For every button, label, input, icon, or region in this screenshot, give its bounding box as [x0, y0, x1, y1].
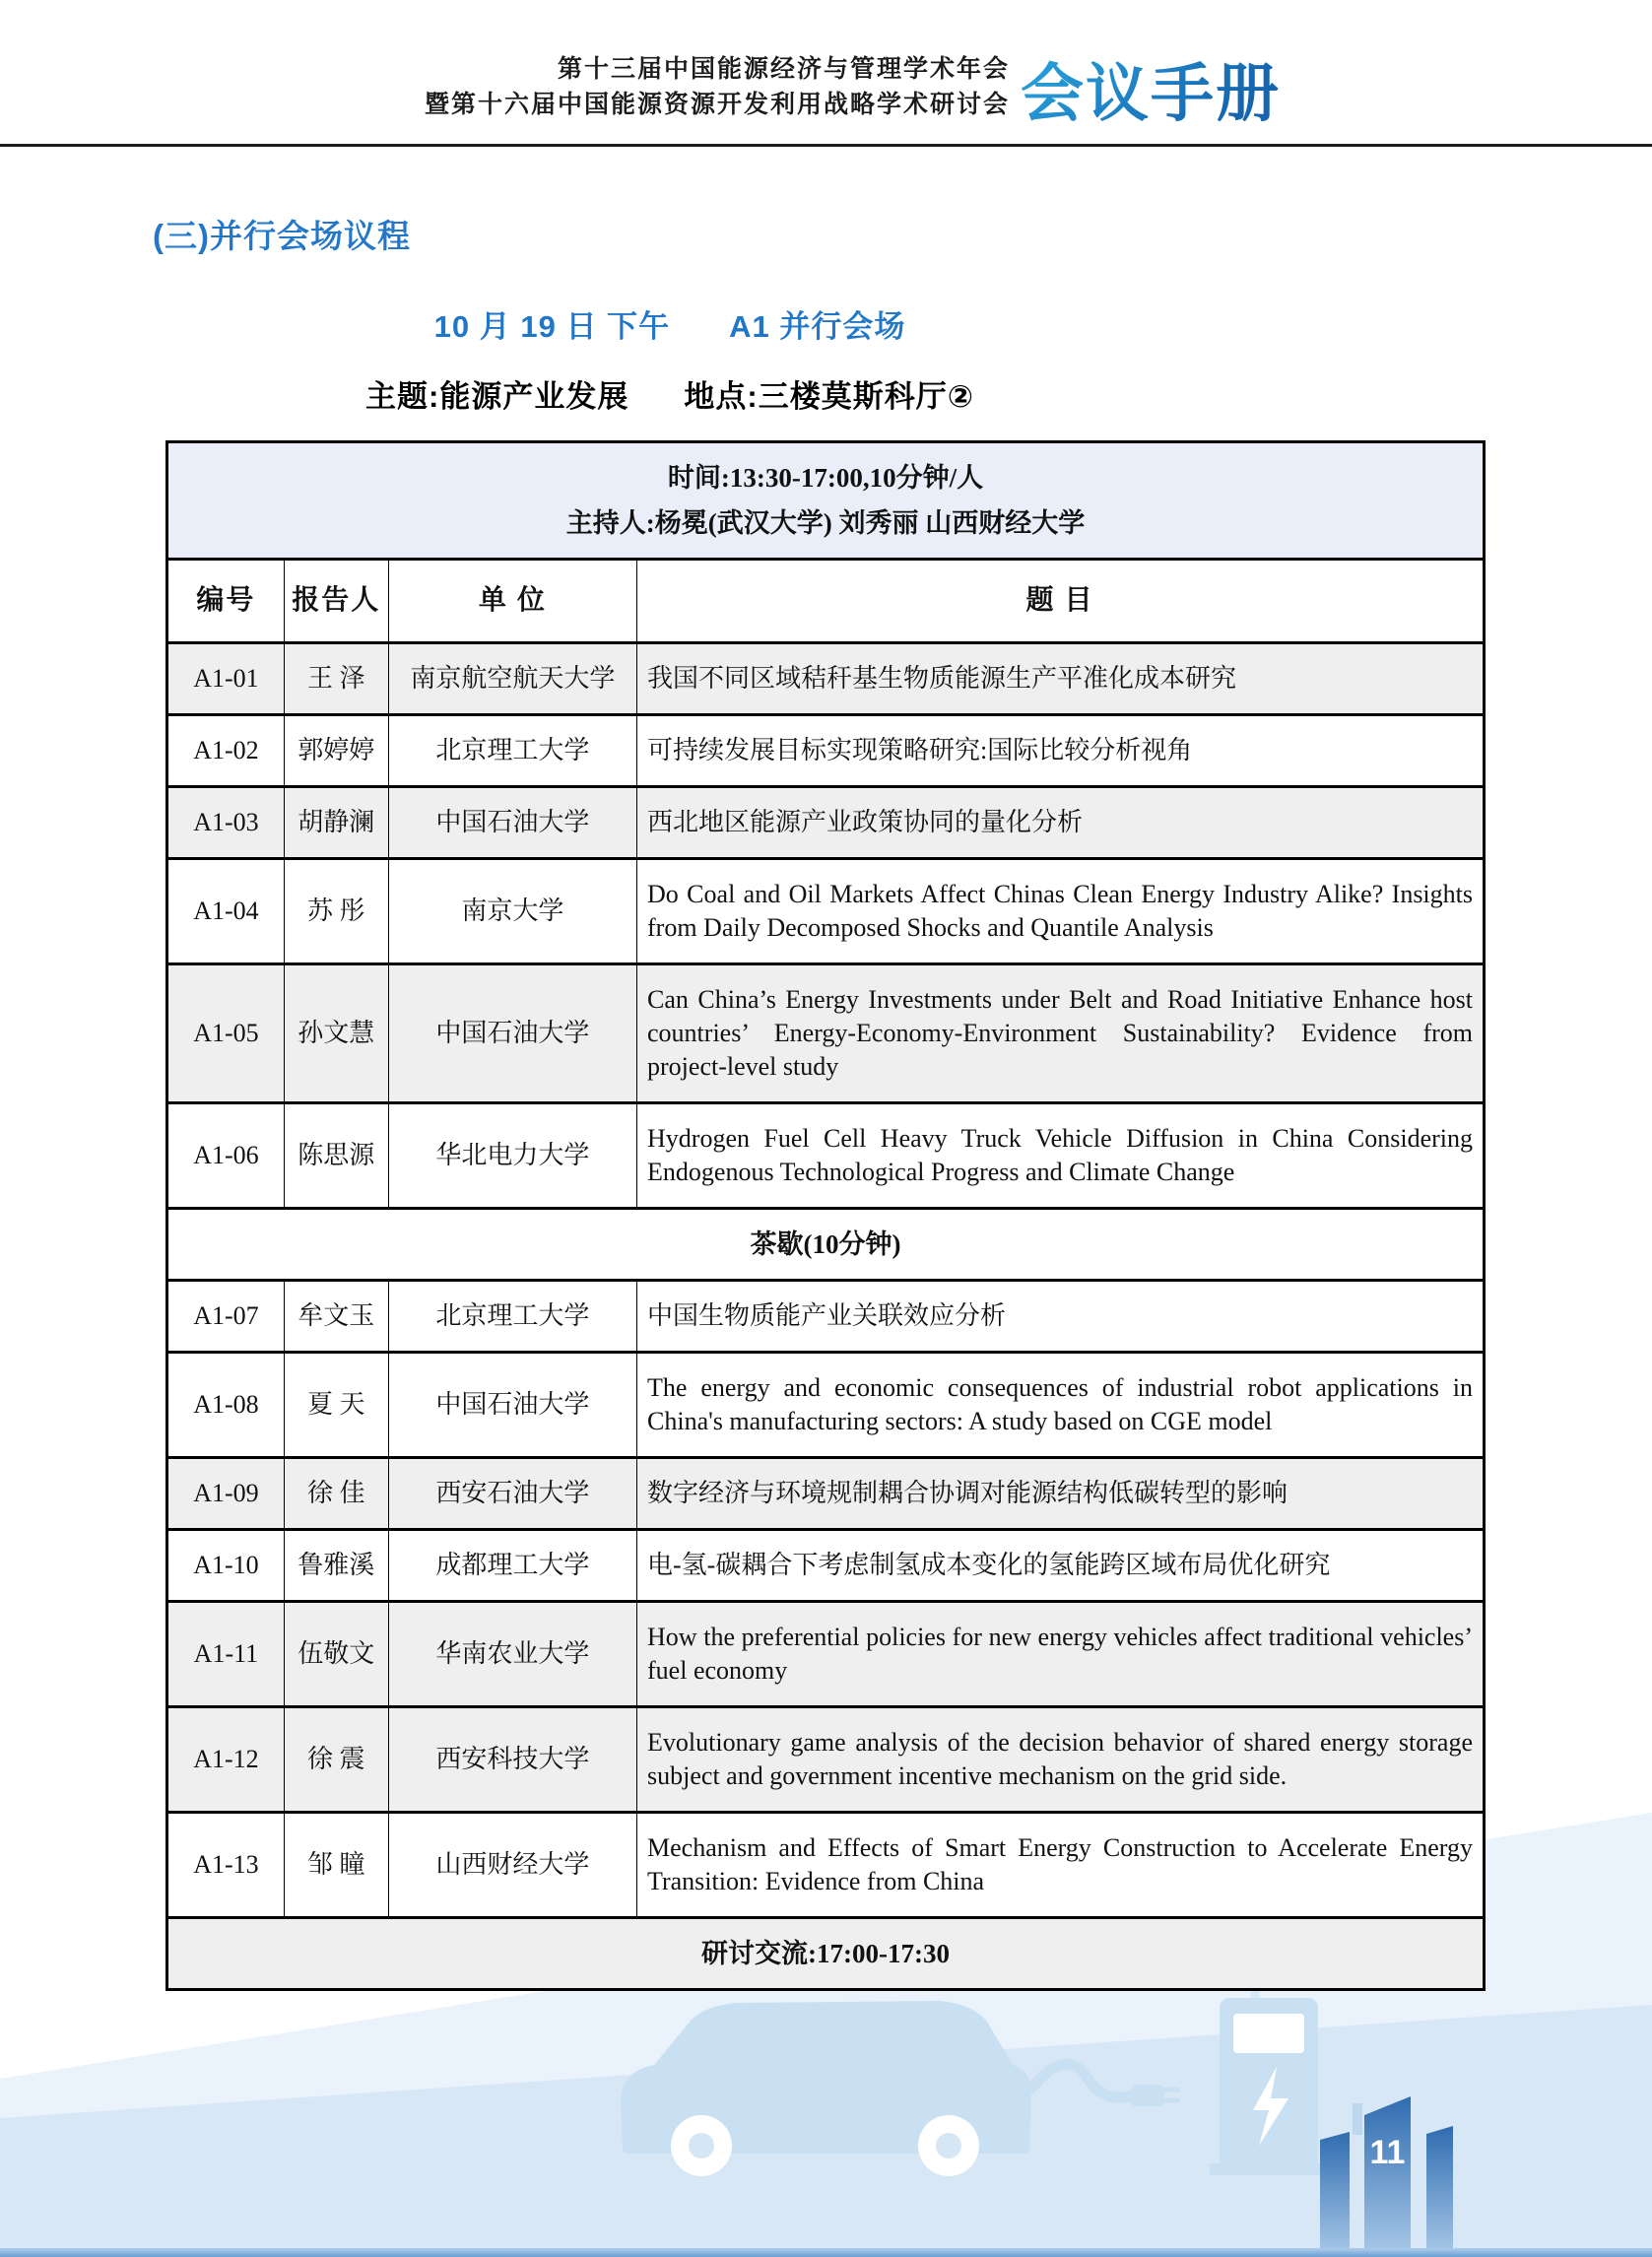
paper-title-cell: Hydrogen Fuel Cell Heavy Truck Vehicle Diffusion in China Considering Endogenous Technological Progress and Climate Change — [637, 1103, 1485, 1209]
discussion-label: 研讨交流:17:00-17:30 — [167, 1918, 1485, 1990]
affiliation-cell: 山西财经大学 — [388, 1813, 636, 1918]
session-row — [167, 1353, 1485, 1458]
presenter-cell: 夏 天 — [284, 1353, 388, 1458]
session-info-cell — [167, 442, 1485, 560]
affiliation-cell: 华南农业大学 — [388, 1602, 636, 1707]
presenter-cell: 王 泽 — [284, 643, 388, 715]
session-heading-block — [0, 301, 1340, 416]
column-header-row — [167, 560, 1485, 643]
paper-title-cell: How the preferential policies for new energy vehicles affect traditional vehicles’ fuel economy — [637, 1602, 1485, 1707]
affiliation-cell: 中国石油大学 — [388, 964, 636, 1103]
paper-title-cell: Do Coal and Oil Markets Affect Chinas Clean Energy Industry Alike? Insights from Daily Decomposed Shocks and Quantile Analysis — [637, 859, 1485, 964]
column-header-id: 编号 — [167, 560, 285, 643]
presenter-cell: 徐 震 — [284, 1707, 388, 1813]
affiliation-cell: 中国石油大学 — [388, 1353, 636, 1458]
affiliation-cell: 华北电力大学 — [388, 1103, 636, 1209]
presenter-cell: 陈思源 — [284, 1103, 388, 1209]
session-theme-line — [0, 371, 1340, 416]
presenter-cell: 苏 彤 — [284, 859, 388, 964]
conference-title — [425, 51, 1010, 122]
break-row — [167, 1209, 1485, 1281]
affiliation-cell: 南京航空航天大学 — [388, 643, 636, 715]
presenter-cell: 牟文玉 — [284, 1281, 388, 1353]
session-row — [167, 1103, 1485, 1209]
presenter-cell: 郭婷婷 — [284, 715, 388, 787]
presenter-cell: 徐 佳 — [284, 1458, 388, 1530]
session-hosts: 主持人:杨冕(武汉大学) 刘秀丽 山西财经大学 — [565, 508, 1086, 538]
affiliation-cell: 西安科技大学 — [388, 1707, 636, 1813]
paper-title-cell: 电-氢-碳耦合下考虑制氢成本变化的氢能跨区域布局优化研究 — [637, 1530, 1485, 1602]
page-number: 11 — [1369, 2134, 1406, 2171]
presenter-cell: 邹 瞳 — [284, 1813, 388, 1918]
paper-title-cell: 数字经济与环境规制耦合协调对能源结构低碳转型的影响 — [637, 1458, 1485, 1530]
session-id-cell: A1-03 — [167, 787, 285, 859]
affiliation-cell: 中国石油大学 — [388, 787, 636, 859]
session-row — [167, 859, 1485, 964]
session-id-cell: A1-13 — [167, 1813, 285, 1918]
session-id-cell: A1-10 — [167, 1530, 285, 1602]
affiliation-cell: 北京理工大学 — [388, 715, 636, 787]
session-row — [167, 1458, 1485, 1530]
conference-title-line1: 第十三届中国能源经济与管理学术年会 — [557, 55, 1010, 83]
column-header-affiliation: 单 位 — [388, 560, 636, 643]
session-date: 10 月 19 日 下午 — [433, 309, 671, 344]
session-date-line — [0, 301, 1340, 346]
session-agenda-table — [165, 440, 1486, 1991]
discussion-row — [167, 1918, 1485, 1990]
column-header-title: 题 目 — [637, 560, 1485, 643]
paper-title-cell: The energy and economic consequences of industrial robot applications in China's manufacturing sectors: A study based on CGE model — [637, 1353, 1485, 1458]
session-row — [167, 1281, 1485, 1353]
paper-title-cell: 西北地区能源产业政策协同的量化分析 — [637, 787, 1485, 859]
session-row — [167, 1813, 1485, 1918]
affiliation-cell: 西安石油大学 — [388, 1458, 636, 1530]
session-id-cell: A1-07 — [167, 1281, 285, 1353]
session-time: 时间:13:30-17:00,10分钟/人 — [667, 463, 984, 493]
affiliation-cell: 北京理工大学 — [388, 1281, 636, 1353]
session-row — [167, 715, 1485, 787]
header-divider — [0, 144, 1652, 147]
presenter-cell: 鲁雅溪 — [284, 1530, 388, 1602]
presenter-cell: 伍敬文 — [284, 1602, 388, 1707]
session-row — [167, 1530, 1485, 1602]
affiliation-cell: 南京大学 — [388, 859, 636, 964]
session-id-cell: A1-04 — [167, 859, 285, 964]
session-row — [167, 643, 1485, 715]
paper-title-cell: Evolutionary game analysis of the decision behavior of shared energy storage subject and government incentive mechanism on the grid side. — [637, 1707, 1485, 1813]
paper-title-cell: 我国不同区域秸秆基生物质能源生产平准化成本研究 — [637, 643, 1485, 715]
handbook-logo: 会议手册 — [1021, 43, 1281, 134]
column-header-presenter: 报告人 — [284, 560, 388, 643]
session-theme: 主题:能源产业发展 — [365, 379, 629, 414]
paper-title-cell: 中国生物质能产业关联效应分析 — [637, 1281, 1485, 1353]
paper-title-cell: Can China’s Energy Investments under Belt and Road Initiative Enhance host countries’ Energy-Economy-Environment Sustainability? Evidence from project-level study — [637, 964, 1485, 1103]
presenter-cell: 孙文慧 — [284, 964, 388, 1103]
city-buildings-icon — [1310, 2089, 1458, 2257]
session-row — [167, 1707, 1485, 1813]
conference-title-line2: 暨第十六届中国能源资源开发利用战略学术研讨会 — [424, 91, 1010, 118]
session-row — [167, 1602, 1485, 1707]
session-id-cell: A1-05 — [167, 964, 285, 1103]
session-info-row — [167, 442, 1485, 560]
break-label: 茶歇(10分钟) — [167, 1209, 1485, 1281]
session-venue: A1 并行会场 — [729, 309, 906, 344]
affiliation-cell: 成都理工大学 — [388, 1530, 636, 1602]
bottom-edge-strip — [0, 2248, 1652, 2257]
section-heading: (三)并行会场议程 — [153, 218, 411, 254]
session-id-cell: A1-08 — [167, 1353, 285, 1458]
paper-title-cell: Mechanism and Effects of Smart Energy Construction to Accelerate Energy Transition: Evidence from China — [637, 1813, 1485, 1918]
presenter-cell: 胡静澜 — [284, 787, 388, 859]
session-row — [167, 964, 1485, 1103]
session-id-cell: A1-11 — [167, 1602, 285, 1707]
session-id-cell: A1-06 — [167, 1103, 285, 1209]
session-id-cell: A1-09 — [167, 1458, 285, 1530]
session-id-cell: A1-01 — [167, 643, 285, 715]
session-id-cell: A1-02 — [167, 715, 285, 787]
paper-title-cell: 可持续发展目标实现策略研究:国际比较分析视角 — [637, 715, 1485, 787]
session-row — [167, 787, 1485, 859]
session-id-cell: A1-12 — [167, 1707, 285, 1813]
session-location: 地点:三楼莫斯科厅② — [684, 379, 974, 414]
